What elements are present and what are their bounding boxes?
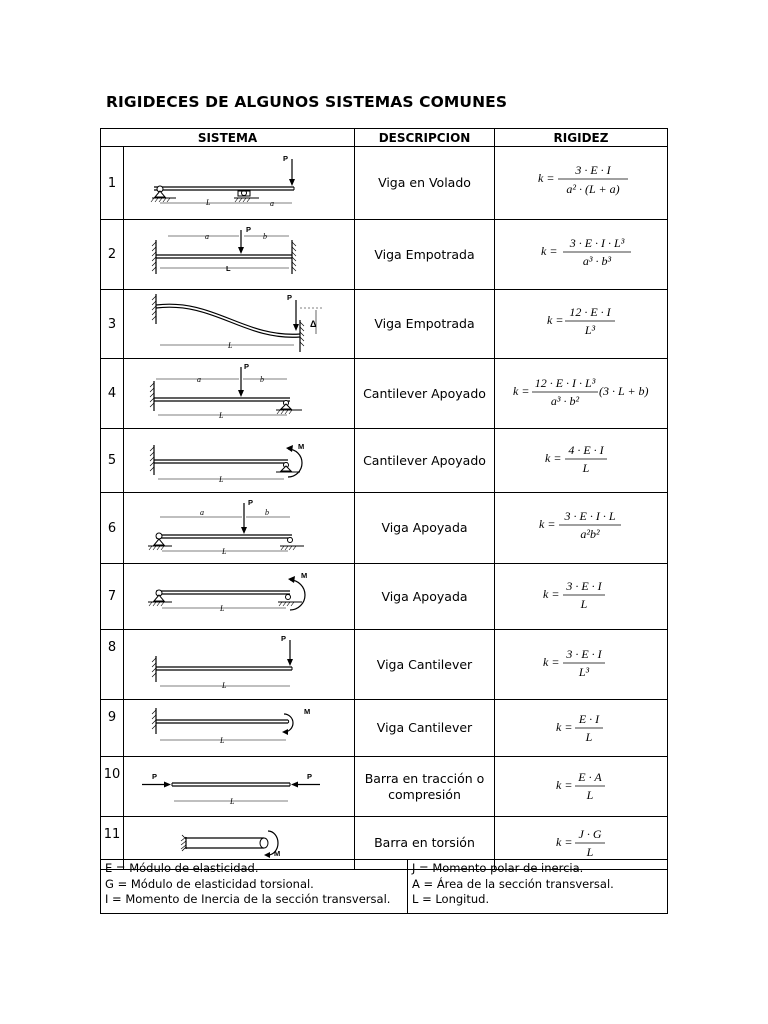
formula-4: [495, 359, 668, 429]
formula-7: [495, 564, 668, 630]
beam-sketch-1: [124, 147, 355, 220]
a-label: a: [270, 199, 274, 208]
row-description: Barra en torsión: [355, 817, 495, 870]
legend-item: G = Módulo de elasticidad torsional.: [105, 876, 314, 891]
row-description: Viga en Volado: [355, 147, 495, 220]
length-label: L: [219, 475, 224, 484]
table-row: [101, 757, 668, 817]
formula-tail: (3 · L + b): [599, 384, 649, 398]
length-label: L: [230, 797, 235, 806]
beam-sketch-6: [124, 493, 355, 564]
moment-label: M: [298, 442, 305, 451]
table-row: [101, 220, 668, 290]
formula-denominator: L: [586, 845, 594, 859]
load-label: P: [281, 634, 287, 643]
row-number: 8: [101, 630, 124, 700]
formula-3: [495, 290, 668, 359]
table-row: [101, 630, 668, 700]
description-line-2: compresión: [388, 786, 461, 802]
formula-numerator: 3 · E · I · L³: [569, 236, 625, 250]
beam-sketch-2: [124, 220, 355, 290]
description-line-1: Barra en tracción o: [364, 770, 485, 786]
b-label: b: [265, 508, 269, 517]
a-label: a: [200, 508, 204, 517]
formula-1: [495, 147, 668, 220]
load-label: P: [244, 362, 250, 371]
legend-item: J = Momento polar de inercia.: [412, 861, 584, 875]
moment-label: M: [274, 849, 281, 858]
row-description: Viga Apoyada: [355, 564, 495, 630]
formula-numerator: 3 · E · I: [575, 163, 611, 177]
row-number: 7: [101, 564, 124, 630]
formula-numerator: E · A: [578, 770, 602, 784]
legend-item: I = Momento de Inercia de la sección transversal.: [105, 892, 391, 906]
beam-sketch-5: [124, 429, 355, 493]
table-row: [101, 359, 668, 429]
formula-denominator: a³ · b²: [550, 394, 580, 408]
row-number: 9: [101, 700, 124, 757]
row-description: Viga Empotrada: [355, 290, 495, 359]
row-number: 6: [101, 493, 124, 564]
load-label: P: [246, 225, 252, 234]
length-label: L: [226, 264, 231, 273]
formula-numerator: 3 · E · I · L: [564, 509, 616, 523]
formula-2: [495, 220, 668, 290]
table-row: [101, 493, 668, 564]
formula-5: [495, 429, 668, 493]
row-number: 1: [101, 147, 124, 220]
k-label: k =: [513, 384, 530, 398]
table-row: [101, 700, 668, 757]
length-label: L: [220, 736, 225, 745]
deflection-label: Δ: [310, 319, 317, 329]
k-label: k =: [543, 655, 560, 669]
k-label: k =: [543, 587, 560, 601]
formula-10: [495, 757, 668, 817]
formula-numerator: 12 · E · I: [569, 305, 611, 319]
formula-denominator: L: [580, 597, 588, 611]
legend-item: E = Módulo de elasticidad.: [105, 861, 259, 875]
formula-denominator: a²b²: [580, 527, 600, 541]
legend-item: A = Área de la sección transversal.: [412, 876, 614, 891]
length-label: L: [228, 341, 233, 350]
row-number: 11: [101, 817, 124, 870]
legend-right: [408, 860, 668, 914]
k-label: k =: [541, 244, 558, 258]
bar-sketch-10: [124, 757, 355, 817]
legend-left: [101, 860, 408, 914]
beam-sketch-9: [124, 700, 355, 757]
row-description: Viga Apoyada: [355, 493, 495, 564]
load-label-left: P: [152, 772, 158, 781]
a-label: a: [197, 375, 201, 384]
k-label: k =: [556, 835, 573, 849]
formula-denominator: L³: [584, 323, 596, 337]
k-label: k =: [556, 778, 573, 792]
formula-denominator: L: [585, 730, 593, 744]
stiffness-table: [100, 128, 668, 870]
row-number: 3: [101, 290, 124, 359]
row-description: Viga Empotrada: [355, 220, 495, 290]
k-label: k =: [545, 451, 562, 465]
header-stiffness: RIGIDEZ: [495, 129, 668, 147]
row-description: [355, 757, 495, 817]
row-description: Viga Cantilever: [355, 630, 495, 700]
row-description: Cantilever Apoyado: [355, 359, 495, 429]
load-label: P: [283, 154, 289, 163]
page-title: RIGIDECES DE ALGUNOS SISTEMAS COMUNES: [106, 93, 508, 111]
length-label: L: [219, 411, 224, 420]
length-label: L: [220, 604, 225, 613]
load-label: P: [287, 293, 293, 302]
row-description: Cantilever Apoyado: [355, 429, 495, 493]
b-label: b: [260, 375, 264, 384]
moment-label: M: [304, 707, 311, 716]
length-label: L: [222, 547, 227, 556]
formula-denominator: L: [586, 788, 594, 802]
k-label: k =: [547, 313, 564, 327]
row-description: Viga Cantilever: [355, 700, 495, 757]
header-description: DESCRIPCION: [355, 129, 495, 147]
beam-sketch-4: [124, 359, 355, 429]
k-label: k =: [538, 171, 555, 185]
a-label: a: [205, 232, 209, 241]
k-label: k =: [539, 517, 556, 531]
row-number: 4: [101, 359, 124, 429]
row-number: 2: [101, 220, 124, 290]
table-header: [101, 129, 668, 147]
legend-item: L = Longitud.: [412, 892, 490, 906]
load-label-right: P: [307, 772, 313, 781]
formula-numerator: 4 · E · I: [568, 443, 604, 457]
table-row: [101, 147, 668, 220]
formula-numerator: J · G: [578, 827, 602, 841]
moment-label: M: [301, 571, 308, 580]
beam-sketch-3: [124, 290, 355, 359]
length-label: L: [222, 681, 227, 690]
row-number: 10: [101, 757, 124, 817]
table-row: [101, 564, 668, 630]
load-label: P: [248, 498, 254, 507]
legend-table: [100, 859, 668, 914]
formula-numerator: 3 · E · I: [566, 579, 602, 593]
table-row: [101, 290, 668, 359]
header-system: SISTEMA: [101, 129, 355, 147]
row-number: 5: [101, 429, 124, 493]
formula-numerator: E · I: [578, 712, 600, 726]
formula-8: [495, 630, 668, 700]
formula-denominator: a³ · b³: [582, 254, 612, 268]
table-row: [101, 429, 668, 493]
beam-sketch-8: [124, 630, 355, 700]
formula-numerator: 3 · E · I: [566, 647, 602, 661]
formula-denominator: L: [582, 461, 590, 475]
formula-9: [495, 700, 668, 757]
beam-sketch-7: [124, 564, 355, 630]
k-label: k =: [556, 720, 573, 734]
formula-denominator: a² · (L + a): [566, 182, 620, 196]
b-label: b: [263, 232, 267, 241]
formula-6: [495, 493, 668, 564]
formula-denominator: L³: [578, 665, 590, 679]
formula-numerator: 12 · E · I · L³: [534, 376, 596, 390]
length-label: L: [206, 198, 211, 207]
